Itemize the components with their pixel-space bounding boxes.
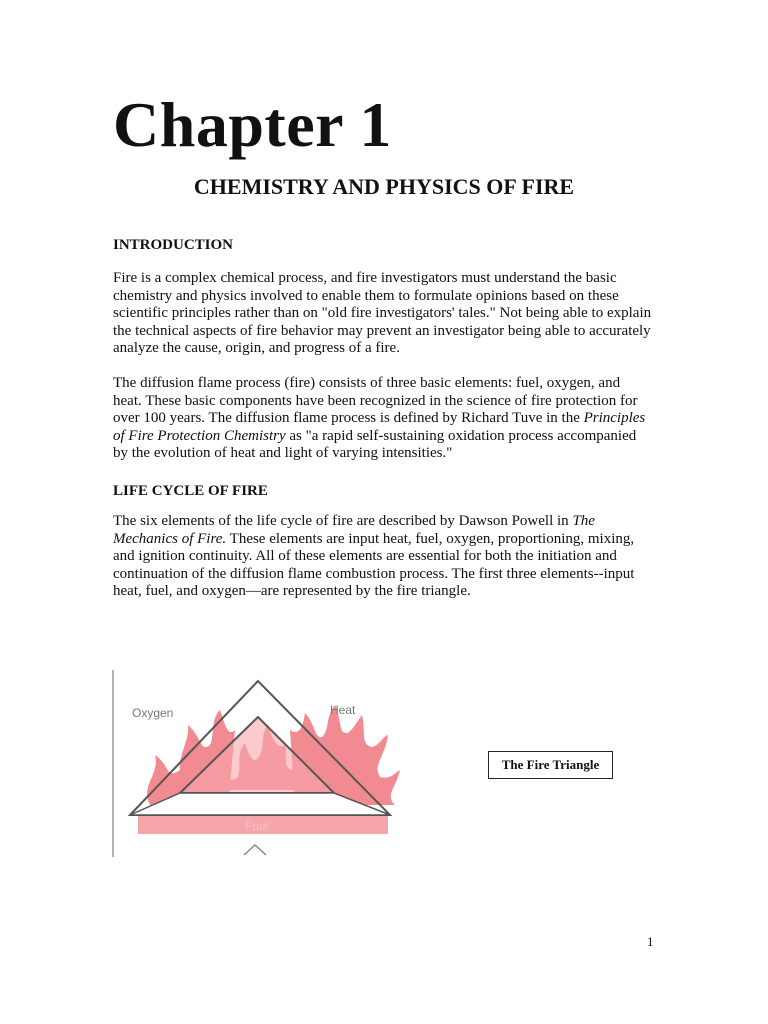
section-heading-introduction: INTRODUCTION: [113, 237, 234, 253]
text-line: The six elements of the life cycle of fire are described by Dawson Powell in: [113, 513, 573, 529]
label-fuel: Fuel: [245, 819, 269, 833]
chevron-up-icon: [244, 845, 266, 855]
introduction-paragraph-1: [113, 270, 673, 358]
book-title-italic: Principles: [583, 410, 646, 426]
text-line: chemistry and physics involved to enable them to formulate opinions based on these: [113, 287, 619, 304]
text-line: These elements are input heat, fuel, oxygen, proportioning, mixing,: [226, 530, 635, 547]
label-oxygen: Oxygen: [132, 706, 174, 720]
text-line: The diffusion flame process (fire) consists of three basic elements: fuel, oxygen, and: [113, 375, 621, 391]
label-heat: Heat: [330, 703, 356, 717]
book-title-italic: Mechanics of Fire.: [113, 530, 227, 547]
text-line: scientific principles rather than on "old fire investigators' tales." Not being able to explain: [113, 305, 652, 321]
text-line: by the evolution of heat and light of varying intensities.": [113, 445, 453, 461]
section-heading-life-cycle: LIFE CYCLE OF FIRE: [113, 483, 268, 499]
text-line: Fire is a complex chemical process, and fire investigators must understand the basic: [113, 270, 617, 286]
book-title-italic: The: [572, 513, 595, 529]
page-number: 1: [647, 934, 654, 949]
text-line: analyze the cause, origin, and progress of a fire.: [113, 340, 400, 356]
text-line: the technical aspects of fire behavior may prevent an investigator being able to accurately: [113, 322, 651, 339]
text-line: heat, fuel, and oxygen—are represented by the fire triangle.: [113, 583, 471, 599]
figure-caption: The Fire Triangle: [488, 751, 613, 779]
text-line: as "a rapid self-sustaining oxidation process accompanied: [285, 427, 637, 444]
text-line: heat. These basic components have been recognized in the science of fire protection for: [113, 392, 638, 409]
book-title-italic: of Fire Protection Chemistry: [113, 427, 286, 444]
document-title: CHEMISTRY AND PHYSICS OF FIRE: [193, 174, 575, 199]
introduction-paragraph-2: [113, 375, 673, 463]
fire-triangle-figure: [110, 665, 410, 860]
text-line: over 100 years. The diffusion flame process is defined by Richard Tuve in the: [113, 410, 584, 426]
life-cycle-paragraph: [113, 513, 673, 601]
text-line: continuation of the diffusion flame combustion process. The first three elements--input: [113, 565, 635, 582]
chapter-title: Chapter 1: [113, 89, 392, 160]
text-line: and ignition continuity. All of these elements are essential for both the initiation and: [113, 548, 617, 564]
